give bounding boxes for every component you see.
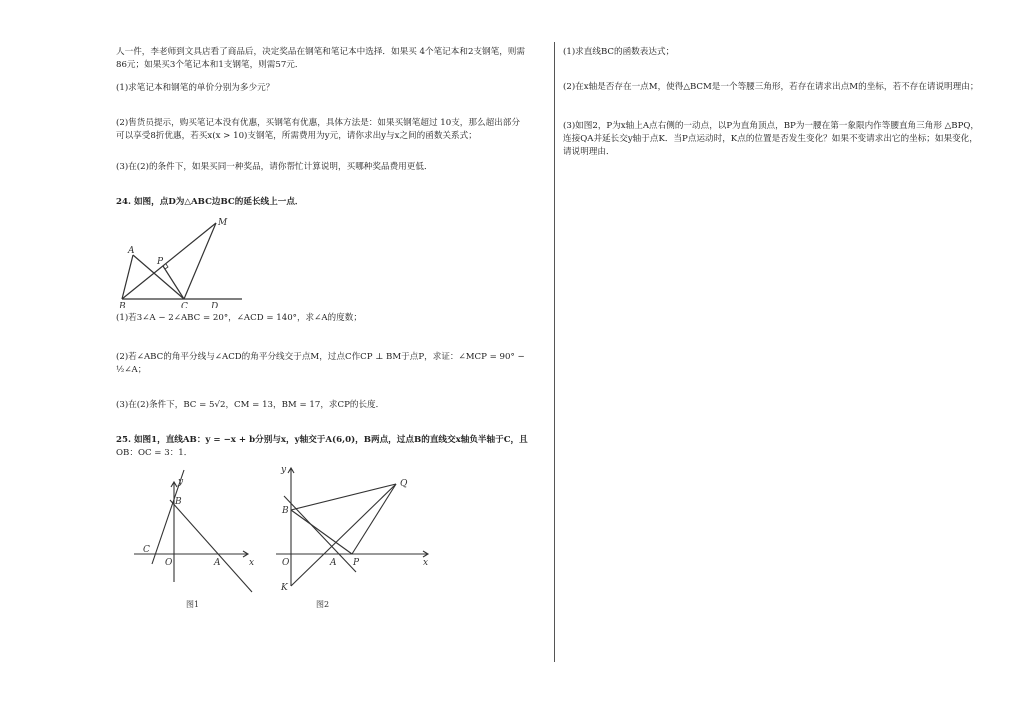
fig1-caption: 图1 [186,600,200,609]
fig1-label-o: O [165,558,173,568]
fig1-label-x: x [249,558,255,568]
label-m: M [218,218,228,228]
fig1-label-c: C [143,545,150,555]
right-column [563,46,999,159]
q24-part2: (2)若∠ABC的角平分线与∠ACD的角平分线交于点M，过点C作CP ⊥ BM于点P，求证：∠MCP = 90° − ½∠A； [116,352,525,375]
column-divider [554,42,555,662]
segment-cp [163,266,184,299]
segment-bm [122,223,216,299]
fig1-line-ab [170,500,255,592]
q24-title: 24. 如图，点D为△ABC边BC的延长线上一点． [116,197,304,207]
q25-part3-line1: (3)如图2，P为x轴上A点右侧的一动点，以P为直角顶点，BP为一腰在第一象限内作等腰直角三角形 △BPQ， [563,121,979,131]
q24-part1: (1)若3∠A − 2∠ABC = 20°，∠ACD = 140°，求∠A的度数； [116,313,362,323]
fig2-label-k: K [281,583,288,593]
fig2-line-qk [291,484,396,586]
q23-part2-line2: 可以享受8折优惠，若买x(x > 10)支钢笔，所需费用为y元，请你求出y与x之间的函数关系式； [116,131,477,141]
fig2-label-x: x [423,558,429,568]
q23-part3: (3)在(2)的条件下，如果买同一种奖品，请你帮忙计算说明，买哪种奖品费用更低． [116,162,433,172]
segment-ba [122,255,133,299]
fig2-label-b: B [282,506,289,516]
label-d: D [211,302,219,308]
q25-title-line1: 25. 如图1，直线AB：y = −x + b分别与x，y轴交于A(6,0)，B两点，过点B的直线交x轴负半轴于C，且 [116,435,528,445]
q25-part2: (2)在x轴是否存在一点M，使得△BCM是一个等腰三角形，若存在请求出点M的坐标，若不存在请说明理由； [563,82,979,92]
label-c: C [181,302,188,308]
fig1-label-y: y [178,477,184,487]
fig2-label-y: y [281,465,287,475]
q24-part3: (3)在(2)条件下，BC = 5√2，CM = 13，BM = 17，求CP的长度． [116,400,385,410]
fig1-label-a: A [214,558,221,568]
fig2-segment-bp [291,510,352,554]
label-a: A [128,246,135,256]
q25-part3-line3: 请说明理由． [563,147,615,157]
fig2-segment-pq [352,484,396,554]
fig2-label-q: Q [400,479,408,489]
fig1-label-b: B [175,497,182,507]
segment-cm [184,223,216,299]
q23-intro-line1: 人一件，李老师到文具店看了商品后，决定奖品在钢笔和笔记本中选择．如果买 4个笔记本和2支钢笔，则需 [116,47,525,57]
q23-part2-line1: (2)售货员提示，购买笔记本没有优惠，买钢笔有优惠，具体方法是：如果买钢笔超过 10支，那么超出部分 [116,118,520,128]
q23-part1: (1)求笔记本和钢笔的单价分别为多少元？ [116,83,275,93]
q23-intro-line2: 86元；如果买3个笔记本和1支钢笔，则需57元． [116,60,304,70]
fig2-caption: 图2 [316,600,330,609]
label-p: P [157,257,164,267]
fig2-segment-bq [291,484,396,510]
label-b: B [119,302,126,308]
q25-title-line2: OB：OC = 3：1． [116,448,193,458]
q25-fig1 [134,470,255,592]
right-angle-mark [165,264,168,269]
q24-figure [116,213,256,308]
q25-part1: (1)求直线BC的函数表达式； [563,47,675,57]
fig2-label-p: P [353,558,360,568]
q25-part3-line2: 连接QA并延长交y轴于点K．当P点运动时，K点的位置是否发生变化？如果不变请求出它的坐标；如果变化， [563,134,978,144]
fig2-label-o: O [282,558,290,568]
fig2-label-a: A [330,558,337,568]
q25-figures [116,464,436,614]
left-column [116,46,544,614]
